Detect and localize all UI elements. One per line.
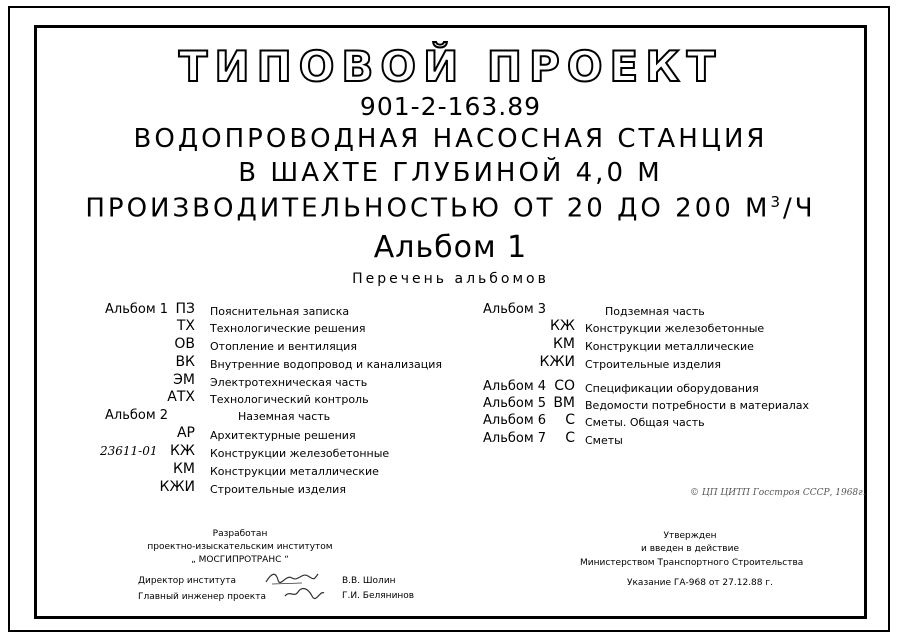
right-code-7: С [565,430,575,446]
project-title: ТИПОВОЙ ПРОЕКТ [178,42,723,91]
right-code-1: КЖ [549,318,575,334]
list-title: Перечень альбомов [352,271,549,287]
right-code-2: КМ [552,336,575,352]
left-text-5: Электротехническая часть [210,376,368,389]
left-text-3: Отопление и вентиляция [210,340,357,353]
left-code-7: АР [176,425,195,441]
right-text-6: Сметы. Общая часть [585,416,705,429]
right-code-6: С [565,412,575,428]
right-text-5: Ведомости потребности в материалах [585,399,810,412]
engineer-label: Главный инженер проекта [138,592,266,602]
left-code-6: АТХ [167,389,195,405]
left-subheading: Наземная часть [238,410,331,423]
left-text-7: Архитектурные решения [210,429,356,442]
left-text-2: Технологические решения [210,322,366,335]
heading-line-1: ВОДОПРОВОДНАЯ НАСОСНАЯ СТАНЦИЯ [133,124,768,154]
left-code-9: КМ [172,461,195,477]
right-code-3: КЖИ [539,354,575,370]
developer-line-3: „ МОСГИПРОТРАНС “ [191,555,289,565]
album-7-label: Альбом 7 [483,431,547,446]
album-2-label: Альбом 2 [105,408,169,423]
left-code-4: ВК [175,354,195,370]
right-code-5: ВМ [553,395,575,411]
left-text-1: Пояснительная записка [210,305,350,318]
album-3-label: Альбом 3 [483,302,547,317]
right-text-2: Конструкции металлические [585,340,754,353]
developer-line-1: Разработан [212,529,268,539]
right-code-4: СО [554,378,575,394]
album-title: Альбом 1 [373,230,528,265]
heading-line-3-unit: /Ч [783,193,816,224]
developer-line-2: проектно-изыскательским институтом [147,542,333,552]
left-code-1: ПЗ [175,301,195,317]
right-text-1: Конструкции железобетонные [585,322,765,335]
heading-line-2: В ШАХТЕ ГЛУБИНОЙ 4,0 М [238,158,663,188]
album-6-label: Альбом 6 [483,413,547,428]
heading-line-3 [34,193,867,224]
left-text-4: Внутренние водопровод и канализация [210,358,442,371]
approval-line-3: Министерством Транспортного Строительства [580,558,804,568]
left-code-2: ТХ [176,318,195,334]
right-text-7: Сметы [585,434,623,447]
left-code-10: КЖИ [159,479,195,495]
approval-line-2: и введен в действие [640,544,739,554]
approval-reference: Указание ГА-968 от 27.12.88 г. [627,578,773,588]
left-text-8: Конструкции железобетонные [210,447,390,460]
left-code-5: ЭМ [173,372,195,388]
right-text-3: Строительные изделия [585,358,721,371]
copyright-stamp: © ЦП ЦИТП Госстроя СССР, 1968г. [690,488,866,498]
left-code-8: КЖ [169,443,195,459]
approval-line-1: Утвержден [663,531,717,541]
left-code-3: ОВ [174,336,195,352]
album-5-label: Альбом 5 [483,396,547,411]
engineer-name: Г.И. Белянинов [342,591,415,601]
right-text-4: Спецификации оборудования [585,382,759,395]
left-text-6: Технологический контроль [210,393,369,406]
left-text-10: Строительные изделия [210,483,346,496]
engineer-signature [282,584,326,602]
director-name: В.В. Шолин [342,576,396,586]
album-1-label: Альбом 1 [105,302,169,317]
director-label: Директор института [138,576,236,586]
left-text-9: Конструкции металлические [210,465,379,478]
project-code: 901-2-163.89 [359,92,542,121]
album-4-label: Альбом 4 [483,379,547,394]
heading-line-3-main: ПРОИЗВОДИТЕЛЬНОСТЬЮ ОТ 20 ДО 200 М [85,193,771,224]
right-subheading: Подземная часть [605,305,705,318]
heading-line-3-sup: 3 [770,193,784,211]
inventory-number: 23611-01 [100,444,158,458]
